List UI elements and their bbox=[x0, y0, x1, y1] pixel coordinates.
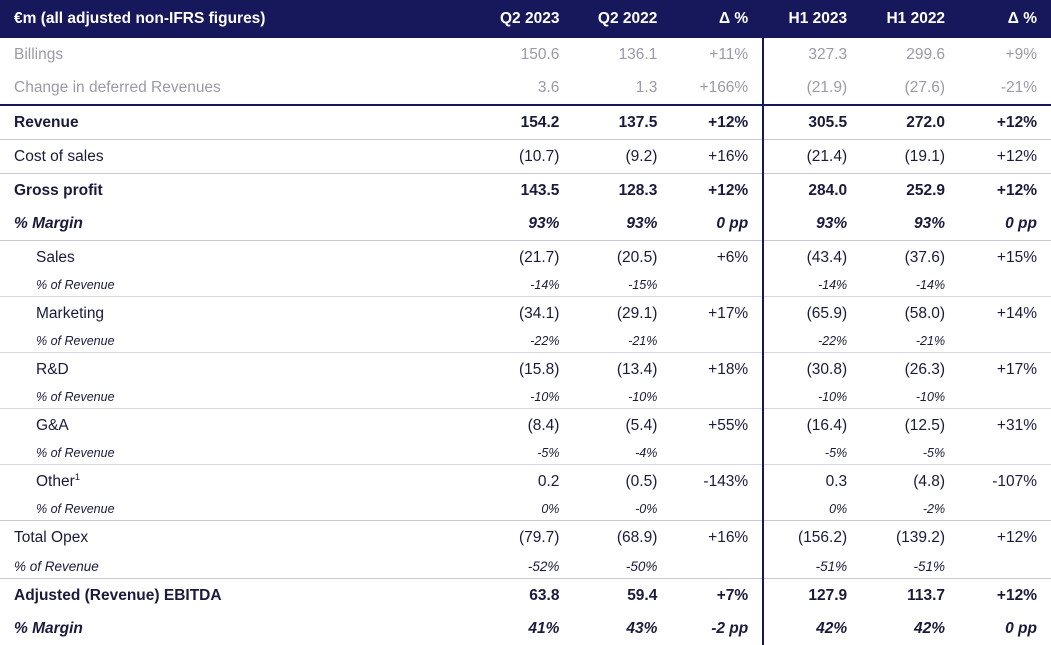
cell-q2-2022: -50% bbox=[573, 554, 671, 579]
cell-h1-2022: (139.2) bbox=[895, 528, 946, 546]
cell-q2-delta: +16% bbox=[708, 528, 749, 546]
cell-q2-2022: 93% bbox=[573, 207, 671, 241]
row-label: Adjusted (Revenue) EBITDA bbox=[14, 586, 222, 604]
cell-h1-2022: 252.9 bbox=[906, 181, 946, 199]
cell-q2-2022: -0% bbox=[573, 498, 671, 521]
cell-h1-2022: -10% bbox=[861, 386, 959, 409]
cell-h1-2022: (4.8) bbox=[913, 472, 946, 490]
table-row-sales bbox=[0, 241, 1051, 275]
header-title: €m (all adjusted non-IFRS figures) bbox=[0, 0, 476, 38]
cell-q2-2023: 0% bbox=[476, 498, 574, 521]
row-label-text: Other bbox=[36, 473, 75, 491]
cell-h1-2023: (30.8) bbox=[763, 353, 861, 387]
row-label: Marketing bbox=[36, 304, 105, 322]
cell-q2-2022: -21% bbox=[573, 330, 671, 353]
table-row-other bbox=[0, 465, 1051, 499]
cell-q2-delta: -2 pp bbox=[711, 619, 749, 637]
row-label: Total Opex bbox=[14, 528, 89, 546]
cell-q2-2022: -10% bbox=[573, 386, 671, 409]
row-label: Billings bbox=[14, 45, 64, 63]
cell-q2-2022: 137.5 bbox=[573, 105, 671, 140]
cell-h1-2022: (19.1) bbox=[861, 140, 959, 174]
table-row-gna-pct-of-revenue bbox=[0, 442, 1051, 465]
cell-h1-2022: -5% bbox=[861, 442, 959, 465]
table-row-rnd bbox=[0, 353, 1051, 387]
table-row-adjusted-ebitda bbox=[0, 579, 1051, 613]
cell-h1-delta: +12% bbox=[959, 140, 1051, 174]
cell-q2-2022: (9.2) bbox=[573, 140, 671, 174]
cell-q2-delta: +6% bbox=[716, 248, 749, 266]
cell-h1-2022: -2% bbox=[861, 498, 959, 521]
cell-q2-2023: 154.2 bbox=[476, 105, 574, 140]
cell-h1-delta bbox=[959, 330, 1051, 353]
header-col-q2-2023: Q2 2023 bbox=[476, 0, 574, 38]
cell-q2-2023: -22% bbox=[476, 330, 574, 353]
cell-q2-2022: 136.1 bbox=[618, 45, 658, 63]
cell-q2-delta bbox=[671, 442, 763, 465]
cell-q2-2022: 59.4 bbox=[627, 586, 658, 604]
row-label: Revenue bbox=[0, 105, 476, 140]
cell-h1-2023: 0.3 bbox=[763, 465, 861, 499]
cell-h1-delta: +9% bbox=[1005, 45, 1037, 63]
cell-q2-delta: +55% bbox=[708, 416, 749, 434]
cell-h1-2023: 42% bbox=[763, 612, 861, 645]
cell-q2-2023: 41% bbox=[528, 619, 560, 637]
cell-q2-2022: (29.1) bbox=[616, 304, 658, 322]
cell-q2-2023: 150.6 bbox=[520, 45, 560, 63]
table-row-total-opex-pct-of-revenue bbox=[0, 554, 1051, 579]
table-header bbox=[0, 0, 1051, 38]
header-row bbox=[0, 0, 1051, 38]
cell-q2-2022: -15% bbox=[573, 274, 671, 297]
cell-q2-2023: (34.1) bbox=[518, 304, 560, 322]
cell-h1-delta bbox=[959, 386, 1051, 409]
table-row-sales-pct-of-revenue bbox=[0, 274, 1051, 297]
row-label: % of Revenue bbox=[0, 498, 476, 521]
row-label: % of Revenue bbox=[0, 274, 476, 297]
cell-q2-delta: +12% bbox=[708, 181, 749, 199]
cell-q2-2023: (8.4) bbox=[527, 416, 560, 434]
table-row-cost-of-sales bbox=[0, 140, 1051, 174]
cell-h1-2022: (58.0) bbox=[904, 304, 946, 322]
cell-h1-delta bbox=[959, 554, 1051, 579]
cell-h1-delta: +17% bbox=[996, 360, 1037, 378]
cell-h1-2022: 113.7 bbox=[907, 586, 946, 604]
cell-q2-2023: 0.2 bbox=[537, 472, 560, 490]
table-row-ebitda-margin bbox=[0, 612, 1051, 645]
cell-q2-delta bbox=[671, 274, 763, 297]
cell-q2-2022: (13.4) bbox=[616, 360, 658, 378]
row-label: Cost of sales bbox=[0, 140, 476, 174]
cell-q2-delta bbox=[671, 386, 763, 409]
table-row-change-in-deferred-revenues bbox=[0, 71, 1051, 105]
table-row-gna bbox=[0, 409, 1051, 443]
cell-h1-2023: -51% bbox=[763, 554, 861, 579]
cell-h1-2023: 305.5 bbox=[763, 105, 861, 140]
cell-q2-delta bbox=[671, 498, 763, 521]
table-row-marketing-pct-of-revenue bbox=[0, 330, 1051, 353]
cell-h1-2022: 93% bbox=[861, 207, 959, 241]
table-row-marketing bbox=[0, 297, 1051, 331]
table-row-other-pct-of-revenue bbox=[0, 498, 1051, 521]
cell-h1-2022: 272.0 bbox=[861, 105, 959, 140]
cell-q2-2023: -5% bbox=[476, 442, 574, 465]
cell-q2-2022: (20.5) bbox=[616, 248, 658, 266]
cell-q2-2023: 93% bbox=[476, 207, 574, 241]
cell-q2-2023: (79.7) bbox=[518, 528, 560, 546]
cell-q2-2023: (10.7) bbox=[476, 140, 574, 174]
cell-h1-2023: -5% bbox=[763, 442, 861, 465]
cell-h1-2023: (156.2) bbox=[763, 521, 861, 555]
row-label: G&A bbox=[36, 416, 69, 434]
table-row-billings bbox=[0, 38, 1051, 71]
table-row-rnd-pct-of-revenue bbox=[0, 386, 1051, 409]
row-label: R&D bbox=[36, 360, 69, 378]
cell-h1-2023: (16.4) bbox=[763, 409, 861, 443]
header-col-q2-delta: Δ % bbox=[671, 0, 763, 38]
cell-h1-delta bbox=[959, 442, 1051, 465]
cell-h1-2022: (12.5) bbox=[904, 416, 946, 434]
cell-h1-delta: 0 pp bbox=[959, 207, 1051, 241]
cell-q2-2022: (68.9) bbox=[616, 528, 658, 546]
cell-q2-2022: 128.3 bbox=[618, 181, 658, 199]
cell-q2-delta bbox=[671, 554, 763, 579]
cell-q2-2023: 3.6 bbox=[476, 71, 574, 105]
cell-q2-2022: 1.3 bbox=[573, 71, 671, 105]
cell-q2-delta: +166% bbox=[671, 71, 763, 105]
cell-q2-delta: +16% bbox=[671, 140, 763, 174]
cell-h1-2023: (21.9) bbox=[763, 71, 861, 105]
cell-q2-2023: (15.8) bbox=[518, 360, 560, 378]
cell-q2-delta bbox=[671, 330, 763, 353]
cell-h1-2023: (21.4) bbox=[763, 140, 861, 174]
cell-q2-delta: +11% bbox=[709, 45, 749, 63]
cell-q2-delta: 0 pp bbox=[671, 207, 763, 241]
table-row-total-opex bbox=[0, 521, 1051, 555]
cell-h1-2023: 127.9 bbox=[763, 579, 861, 613]
cell-h1-2023: 327.3 bbox=[763, 38, 861, 71]
cell-h1-2023: -22% bbox=[763, 330, 861, 353]
cell-h1-2022: -14% bbox=[861, 274, 959, 297]
cell-q2-2022: 43% bbox=[626, 619, 658, 637]
cell-h1-2022: (26.3) bbox=[904, 360, 946, 378]
row-label: % Margin bbox=[0, 207, 476, 241]
cell-h1-2023: 284.0 bbox=[763, 174, 861, 208]
cell-h1-delta: +31% bbox=[996, 416, 1037, 434]
header-col-h1-delta: Δ % bbox=[959, 0, 1051, 38]
table-body bbox=[0, 38, 1051, 645]
cell-h1-2023: 93% bbox=[763, 207, 861, 241]
cell-h1-2023: -14% bbox=[763, 274, 861, 297]
table-row-revenue bbox=[0, 105, 1051, 140]
cell-q2-2023: 63.8 bbox=[529, 586, 560, 604]
cell-h1-delta: -21% bbox=[959, 71, 1051, 105]
cell-q2-2023: -14% bbox=[476, 274, 574, 297]
cell-q2-2023: -52% bbox=[476, 554, 574, 579]
cell-h1-delta: +14% bbox=[996, 304, 1037, 322]
cell-q2-delta: -143% bbox=[703, 472, 749, 490]
cell-h1-2023: -10% bbox=[763, 386, 861, 409]
cell-h1-2023: (65.9) bbox=[763, 297, 861, 331]
cell-h1-delta: +12% bbox=[959, 105, 1051, 140]
cell-q2-2022: -4% bbox=[573, 442, 671, 465]
cell-q2-2023: (21.7) bbox=[518, 248, 560, 266]
table-row-gross-profit bbox=[0, 174, 1051, 208]
cell-h1-2022: (27.6) bbox=[861, 71, 959, 105]
cell-q2-delta: +18% bbox=[708, 360, 749, 378]
row-label: % Margin bbox=[14, 619, 83, 637]
row-label: % of Revenue bbox=[0, 330, 476, 353]
cell-q2-2022: (5.4) bbox=[625, 416, 658, 434]
header-col-h1-2022: H1 2022 bbox=[861, 0, 959, 38]
row-label: Gross profit bbox=[14, 181, 103, 199]
cell-h1-delta: 0 pp bbox=[1005, 619, 1037, 637]
cell-q2-2023: -10% bbox=[476, 386, 574, 409]
row-label: Change in deferred Revenues bbox=[0, 71, 476, 105]
cell-q2-delta: +7% bbox=[716, 586, 749, 604]
table-row-gross-margin bbox=[0, 207, 1051, 241]
cell-h1-delta bbox=[959, 274, 1051, 297]
cell-h1-delta: +12% bbox=[996, 528, 1037, 546]
row-label: % of Revenue bbox=[0, 554, 476, 579]
row-label: Sales bbox=[36, 248, 75, 266]
header-col-q2-2022: Q2 2022 bbox=[573, 0, 671, 38]
cell-h1-2022: -21% bbox=[861, 330, 959, 353]
row-label bbox=[0, 465, 476, 499]
cell-h1-delta bbox=[959, 498, 1051, 521]
cell-h1-2022: 299.6 bbox=[906, 45, 946, 63]
cell-h1-delta: +12% bbox=[996, 181, 1037, 199]
cell-q2-delta: +12% bbox=[671, 105, 763, 140]
cell-h1-delta: +12% bbox=[996, 586, 1037, 604]
cell-q2-2023: 143.5 bbox=[520, 181, 560, 199]
cell-h1-2022: 42% bbox=[914, 619, 946, 637]
cell-h1-2023: (43.4) bbox=[763, 241, 861, 275]
cell-h1-2022: -51% bbox=[861, 554, 959, 579]
cell-h1-2023: 0% bbox=[763, 498, 861, 521]
cell-h1-delta: +15% bbox=[996, 248, 1037, 266]
cell-h1-delta: -107% bbox=[992, 472, 1037, 490]
header-col-h1-2023: H1 2023 bbox=[763, 0, 861, 38]
cell-q2-2022: (0.5) bbox=[625, 472, 658, 490]
row-label: % of Revenue bbox=[0, 386, 476, 409]
cell-q2-delta: +17% bbox=[708, 304, 749, 322]
row-label: % of Revenue bbox=[0, 442, 476, 465]
cell-h1-2022: (37.6) bbox=[904, 248, 946, 266]
footnote-marker: 1 bbox=[74, 471, 81, 483]
